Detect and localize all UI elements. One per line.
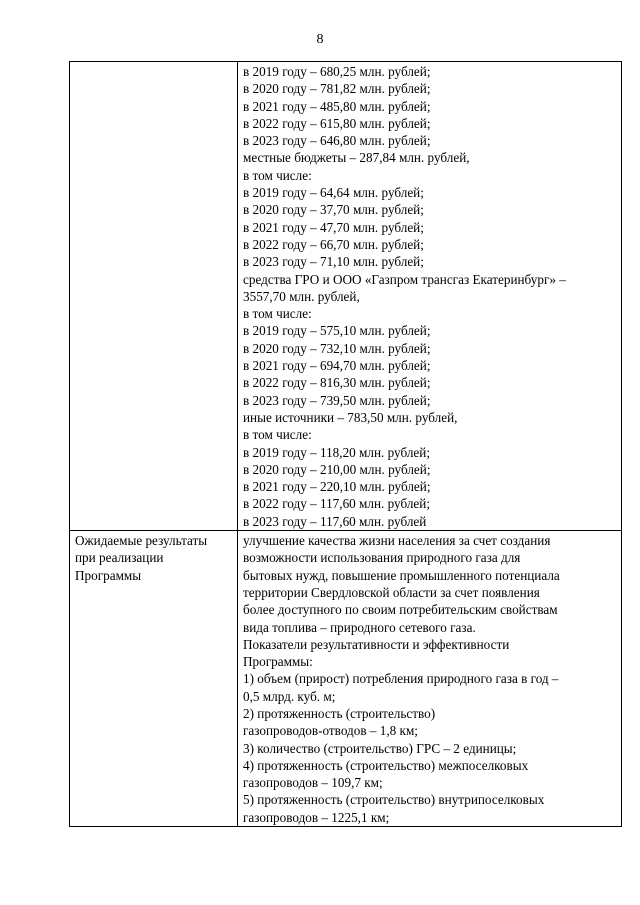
row-content-cell [238, 531, 622, 827]
content-line: территории Свердловской области за счет появления [243, 584, 540, 600]
table-row [70, 62, 622, 531]
content-line: в 2022 году – 615,80 млн. рублей; [243, 115, 431, 131]
label-line: Программы [75, 567, 142, 583]
content-line: в 2020 году – 781,82 млн. рублей; [243, 81, 431, 97]
content-line: Показатели результативности и эффективности [243, 636, 510, 652]
content-line: в 2022 году – 816,30 млн. рублей; [243, 375, 431, 391]
content-line: 4) протяженность (строительство) межпоселковых [243, 757, 529, 773]
content-line: в 2021 году – 694,70 млн. рублей; [243, 358, 431, 374]
content-line: в 2019 году – 575,10 млн. рублей; [243, 323, 431, 339]
content-line: улучшение качества жизни населения за счет создания [243, 533, 551, 549]
content-line: иные источники – 783,50 млн. рублей, [243, 409, 458, 425]
content-line: в 2021 году – 47,70 млн. рублей; [243, 219, 424, 235]
table-row [70, 531, 622, 827]
content-line: газопроводов – 1225,1 км; [243, 809, 390, 825]
content-line: газопроводов – 109,7 км; [243, 775, 383, 791]
row-label-cell [70, 62, 238, 531]
content-line: в том числе: [243, 427, 312, 443]
content-line: 5) протяженность (строительство) внутрипоселковых [243, 792, 545, 808]
content-line: средства ГРО и ООО «Газпром трансгаз Екатеринбург» – [243, 271, 566, 287]
content-line: в 2020 году – 210,00 млн. рублей; [243, 461, 431, 477]
content-line: Программы: [243, 654, 313, 670]
content-line: в 2023 году – 71,10 млн. рублей; [243, 254, 424, 270]
content-line: в 2023 году – 739,50 млн. рублей; [243, 392, 431, 408]
content-line: в 2022 году – 66,70 млн. рублей; [243, 236, 424, 252]
content-line: вида топлива – природного сетевого газа. [243, 619, 476, 635]
content-line: в том числе: [243, 306, 312, 322]
label-line: Ожидаемые результаты [75, 533, 208, 549]
content-line: 2) протяженность (строительство) [243, 705, 436, 721]
content-line: в 2023 году – 646,80 млн. рублей; [243, 133, 431, 149]
content-line: в 2019 году – 118,20 млн. рублей; [243, 444, 431, 460]
content-line: газопроводов-отводов – 1,8 км; [243, 723, 418, 739]
row-content-cell [238, 62, 622, 531]
content-line: возможности использования природного газа для [243, 550, 521, 566]
content-line: 0,5 млрд. куб. м; [243, 688, 336, 704]
content-line: в 2020 году – 37,70 млн. рублей; [243, 202, 424, 218]
content-line: 1) объем (прирост) потребления природного газа в год – [243, 671, 559, 687]
content-line: в 2019 году – 64,64 млн. рублей; [243, 185, 424, 201]
content-line: более доступного по своим потребительским свойствам [243, 602, 558, 618]
content-line: в 2023 году – 117,60 млн. рублей [243, 513, 427, 529]
content-line: в 2022 году – 117,60 млн. рублей; [243, 496, 431, 512]
content-line: в том числе: [243, 167, 312, 183]
content-line: 3557,70 млн. рублей, [243, 288, 360, 304]
program-passport-table [69, 61, 622, 827]
row-label-cell [70, 531, 238, 827]
page-number: 8 [316, 32, 324, 47]
content-line: местные бюджеты – 287,84 млн. рублей, [243, 150, 470, 166]
content-line: в 2019 году – 680,25 млн. рублей; [243, 64, 431, 79]
label-line: при реализации [75, 550, 164, 566]
content-line: в 2021 году – 220,10 млн. рублей; [243, 479, 431, 495]
content-line: в 2020 году – 732,10 млн. рублей; [243, 340, 431, 356]
content-line: 3) количество (строительство) ГРС – 2 единицы; [243, 740, 517, 756]
content-line: бытовых нужд, повышение промышленного потенциала [243, 567, 560, 583]
content-line: в 2021 году – 485,80 млн. рублей; [243, 98, 431, 114]
